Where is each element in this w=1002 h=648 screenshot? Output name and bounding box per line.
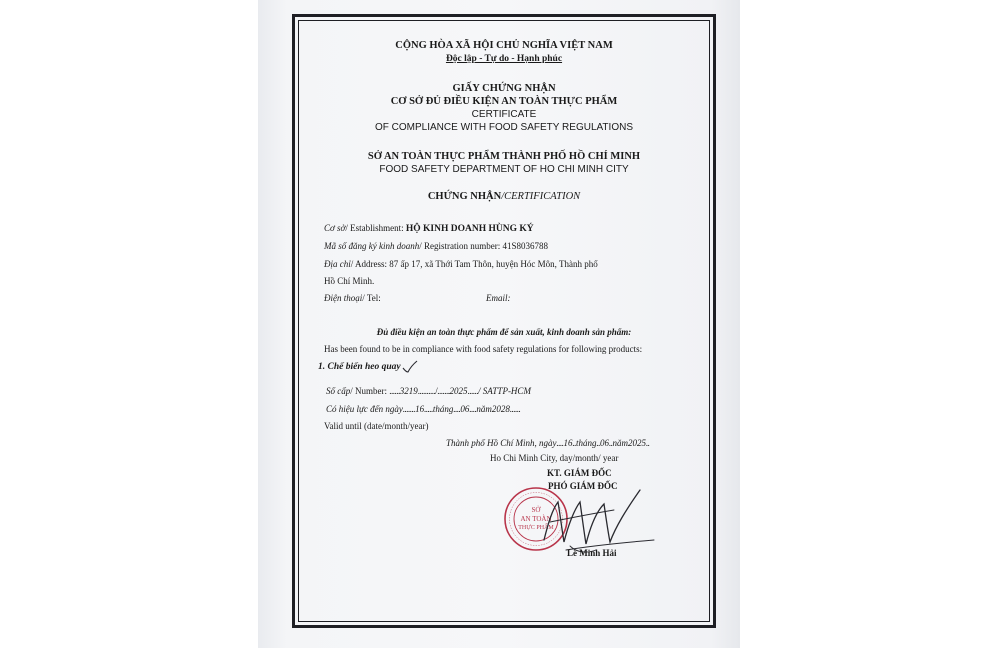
phone-label-vi: Điện thoại — [324, 293, 363, 303]
issue-date-day: 16 — [563, 438, 573, 448]
stamp-text-3: THỰC PHẨM — [518, 525, 554, 531]
issue-date-prefix: Thành phố Hồ Chí Minh, ngày — [446, 438, 557, 448]
certificate-number-year: 2025 — [449, 386, 468, 396]
validity-day: 16 — [415, 404, 425, 414]
certificate-number-value: 3219 — [399, 386, 418, 396]
phone-label-en: / Tel: — [362, 293, 381, 303]
certificate-title-vi-2: CƠ SỞ ĐỦ ĐIỀU KIỆN AN TOÀN THỰC PHẨM — [390, 96, 618, 107]
signatory-title-2: PHÓ GIÁM ĐỐC — [548, 481, 618, 491]
issuer-vi: SỞ AN TOÀN THỰC PHẨM THÀNH PHỐ HỒ CHÍ MINH — [367, 151, 641, 162]
establishment-row — [324, 223, 534, 234]
address-label-vi: Địa chỉ — [324, 259, 351, 269]
establishment-label-en: / Establishment: — [345, 223, 406, 233]
issuer-en: FOOD SAFETY DEPARTMENT OF HO CHI MINH CITY — [379, 164, 629, 175]
address-label-en: / Address: — [350, 259, 390, 269]
issue-date-en: Ho Chi Minh City, day/month/ year — [490, 453, 619, 463]
issue-date-month-label: tháng — [576, 438, 597, 448]
issue-date-month: 06 — [600, 438, 610, 448]
certificate-number-label-vi: Số cấp — [326, 386, 351, 396]
phone-row — [324, 293, 381, 303]
validity-label: Có hiệu lực đến ngày — [326, 404, 403, 414]
registration-row — [324, 241, 548, 251]
issue-date-year: 2025 — [628, 438, 647, 448]
registration-label-en: / Registration number: — [419, 241, 503, 251]
nation-heading: CỘNG HÒA XÃ HỘI CHỦ NGHĨA VIỆT NAM — [395, 40, 613, 51]
email-label: Email: — [486, 293, 511, 303]
stamp-text-1: SỞ — [531, 506, 541, 514]
establishment-label-vi: Cơ sở — [324, 223, 346, 233]
issue-date-row: Thành phố Hồ Chí Minh, ngày....16..tháng..06..năm2025.. — [446, 438, 650, 448]
validity-row: Có hiệu lực đến ngày.......16.....tháng....06....năm2028...... — [326, 404, 521, 414]
address-row — [324, 259, 598, 269]
validity-month: 06 — [460, 404, 470, 414]
certification-heading-en: /CERTIFICATION — [501, 191, 581, 202]
national-motto: Độc lập - Tự do - Hạnh phúc — [445, 54, 563, 64]
address-line-1: 87 ấp 17, xã Thới Tam Thôn, huyện Hóc Môn, Thành phố — [389, 259, 598, 269]
registration-label-vi: Mã số đăng ký kinh doanh — [324, 241, 420, 251]
certificate-number-label-en: / Number: — [350, 386, 390, 396]
issue-date-year-label: năm — [612, 438, 629, 448]
validity-year-label: năm — [476, 404, 492, 414]
certificate-title-en-2: OF COMPLIANCE WITH FOOD SAFETY REGULATIONS — [375, 122, 633, 133]
certification-heading — [300, 191, 708, 202]
product-checkmark-icon — [402, 360, 418, 374]
compliance-vi: Đủ điều kiện an toàn thực phẩm để sản xuất, kinh doanh sản phẩm: — [376, 327, 632, 337]
establishment-value: HỘ KINH DOANH HÙNG KÝ — [405, 224, 534, 234]
certificate-number-suffix: / SATTP-HCM — [478, 386, 531, 396]
product-item-1: 1. Chế biến heo quay — [318, 362, 401, 372]
stamp-text-2: AN TOÀN — [520, 515, 552, 523]
validity-year: 2028 — [491, 404, 510, 414]
address-line-2: Hồ Chí Minh. — [324, 276, 375, 286]
validity-month-label: tháng — [432, 404, 454, 414]
registration-value: 41S8036788 — [502, 241, 548, 251]
certificate-number-row: Số cấp/ Number: ......3219........../.......2025....../ SATTP-HCM — [326, 386, 531, 396]
signatory-title-1: KT. GIÁM ĐỐC — [547, 468, 612, 478]
validity-label-en: Valid until (date/month/year) — [324, 421, 429, 431]
signatory-name: Lê Minh Hải — [567, 548, 617, 558]
certificate-title-en-1: CERTIFICATE — [471, 109, 537, 120]
certification-heading-vi: CHỨNG NHẬN — [427, 191, 502, 202]
compliance-en: Has been found to be in compliance with food safety regulations for following products: — [324, 344, 643, 354]
certificate-title-vi-1: GIẤY CHỨNG NHẬN — [452, 83, 556, 94]
